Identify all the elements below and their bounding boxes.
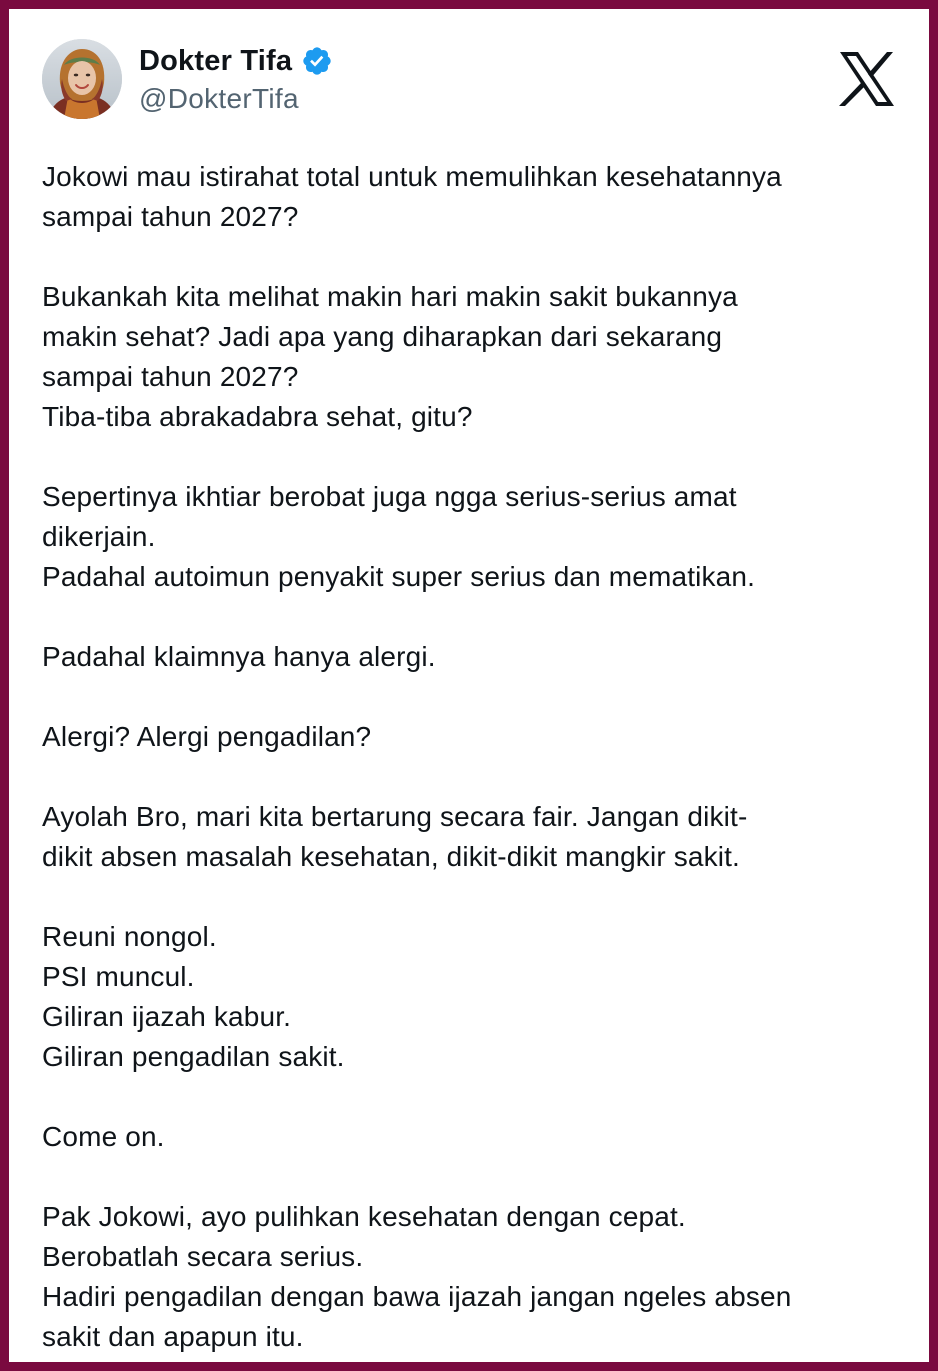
avatar[interactable] [42,39,122,119]
author-name-row [139,41,333,81]
tweet-card [9,9,929,1362]
author-display-name[interactable]: Dokter Tifa [139,44,293,77]
x-logo-icon[interactable] [838,51,896,107]
author-info [139,41,333,115]
verified-badge-icon [301,45,333,77]
profile-photo-avatar-icon [42,39,122,119]
author-handle[interactable]: @DokterTifa [139,83,299,114]
tweet-text: Jokowi mau istirahat total untuk memulihkan kesehatannya sampai tahun 2027? Bukankah kita melihat makin hari makin sakit bukannya makin sehat? Jadi apa yang diharapkan dari sekarang sampai tahun 2027? Tiba-tiba abrakadabra sehat, gitu? Sepertinya ikhtiar berobat juga ngga serius-serius amat dikerjain. Padahal autoimun penyakit super serius dan mematikan. Padahal klaimnya hanya alergi. Alergi? Alergi pengadilan? Ayolah Bro, mari kita bertarung secara fair. Jangan dikit- dikit absen masalah kesehatan, dikit-dikit mangkir sakit. Reuni nongol. PSI muncul. Giliran ijazah kabur. Giliran pengadilan sakit. Come on. Pak Jokowi, ayo pulihkan kesehatan dengan cepat. Berobatlah secara serius. Hadiri pengadilan dengan bawa ijazah jangan ngeles absen sakit dan apapun itu. [42,161,792,1352]
tweet-header [9,9,929,139]
